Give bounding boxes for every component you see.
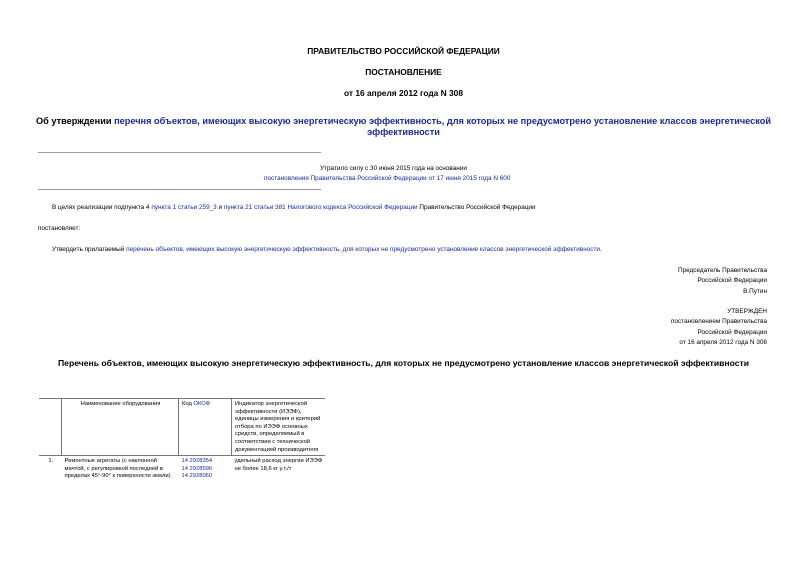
row-indicator: удельный расход энергии ИЭЭФ не более 18,6 кг у.т./т xyxy=(234,458,323,472)
approve-text: Утвердить прилагаемый xyxy=(52,246,127,253)
signature-country: Российской Федерации xyxy=(697,277,767,285)
header-code-label: Код xyxy=(182,401,194,407)
government-heading: ПРАВИТЕЛЬСТВО РОССИЙСКОЙ ФЕДЕРАЦИИ xyxy=(307,46,500,56)
okof-link[interactable]: ОКОФ xyxy=(193,401,211,407)
table-row xyxy=(39,456,325,482)
document-type: ПОСТАНОВЛЕНИЕ xyxy=(365,67,442,77)
decides-label: постановляет: xyxy=(38,225,81,232)
list-title: Перечень объектов, имеющих высокую энергетическую эффективность, для которых не предусмотрено установление классов энергетической эффективности xyxy=(57,358,750,368)
expired-notice: Утратило силу с 30 июня 2015 года на основании xyxy=(320,165,467,172)
divider-top xyxy=(38,152,321,153)
row-equipment-name: Ремонтные агрегаты (с наклонной мачтой, с регулировкой последней в пределах 45°-90° к поверхности земли) xyxy=(64,458,171,480)
okof-code-link[interactable]: 14 2928060 xyxy=(181,473,213,480)
row-codes xyxy=(179,456,232,482)
expired-link[interactable]: постановления Правительства Российской Федерации от 17 июня 2015 года N 600 xyxy=(264,175,511,182)
article-381-link[interactable]: пункта 21 статьи 381 Налогового кодекса Российской Федерации xyxy=(223,204,418,211)
row-number: 1. xyxy=(48,458,54,465)
approval-date: от 16 апреля 2012 года N 308 xyxy=(679,339,767,347)
title-link-continued[interactable]: эффективности xyxy=(367,127,440,137)
article-259-link[interactable]: пункта 1 статьи 259_3 xyxy=(151,204,217,211)
preamble-suffix: Правительство Российской Федерации xyxy=(417,204,536,211)
okof-code-link[interactable]: 14 2928596 xyxy=(181,465,213,472)
header-code xyxy=(179,399,232,456)
approval-body: постановлением Правительства xyxy=(671,318,767,326)
okof-code-link[interactable]: 14 2928354 xyxy=(181,458,213,465)
equipment-table xyxy=(39,398,325,482)
approve-paragraph xyxy=(52,245,602,254)
document-title xyxy=(0,116,807,138)
approval-stamp xyxy=(671,307,767,349)
header-number-cell xyxy=(39,399,62,456)
divider-bottom xyxy=(38,189,321,190)
preamble-text: В целях реализации подпункта 4 xyxy=(52,204,152,211)
document-date: от 16 апреля 2012 года N 308 xyxy=(344,88,463,98)
approve-suffix: . xyxy=(599,246,602,253)
preamble-conjunction: и xyxy=(216,204,224,211)
list-link[interactable]: перечень объектов, имеющих высокую энергетическую эффективность, для которых не предусмотрено установление классов энергетической эффективности xyxy=(126,246,600,253)
signature-block xyxy=(678,266,767,297)
header-indicator: Индикатор энергетической эффективности (ИЭЭФ), единицы измерения и критерий отбора по ИЭЭФ основных средств, определяемый в соответствии с технической документацией производителя xyxy=(232,399,326,456)
title-prefix: Об утверждении xyxy=(35,116,115,126)
signature-title: Председатель Правительства xyxy=(678,267,767,274)
signature-name: В.Путин xyxy=(743,287,767,295)
title-link[interactable]: перечня объектов, имеющих высокую энергетическую эффективность, для которых не предусмотрено установление классов энергетической xyxy=(114,116,771,126)
preamble-paragraph xyxy=(52,203,536,212)
approval-country: Российской Федерации xyxy=(697,328,767,336)
table-header-row xyxy=(39,399,325,456)
header-name: Наименование оборудования xyxy=(62,399,179,456)
approval-heading: УТВЕРЖДЕН xyxy=(727,308,767,315)
